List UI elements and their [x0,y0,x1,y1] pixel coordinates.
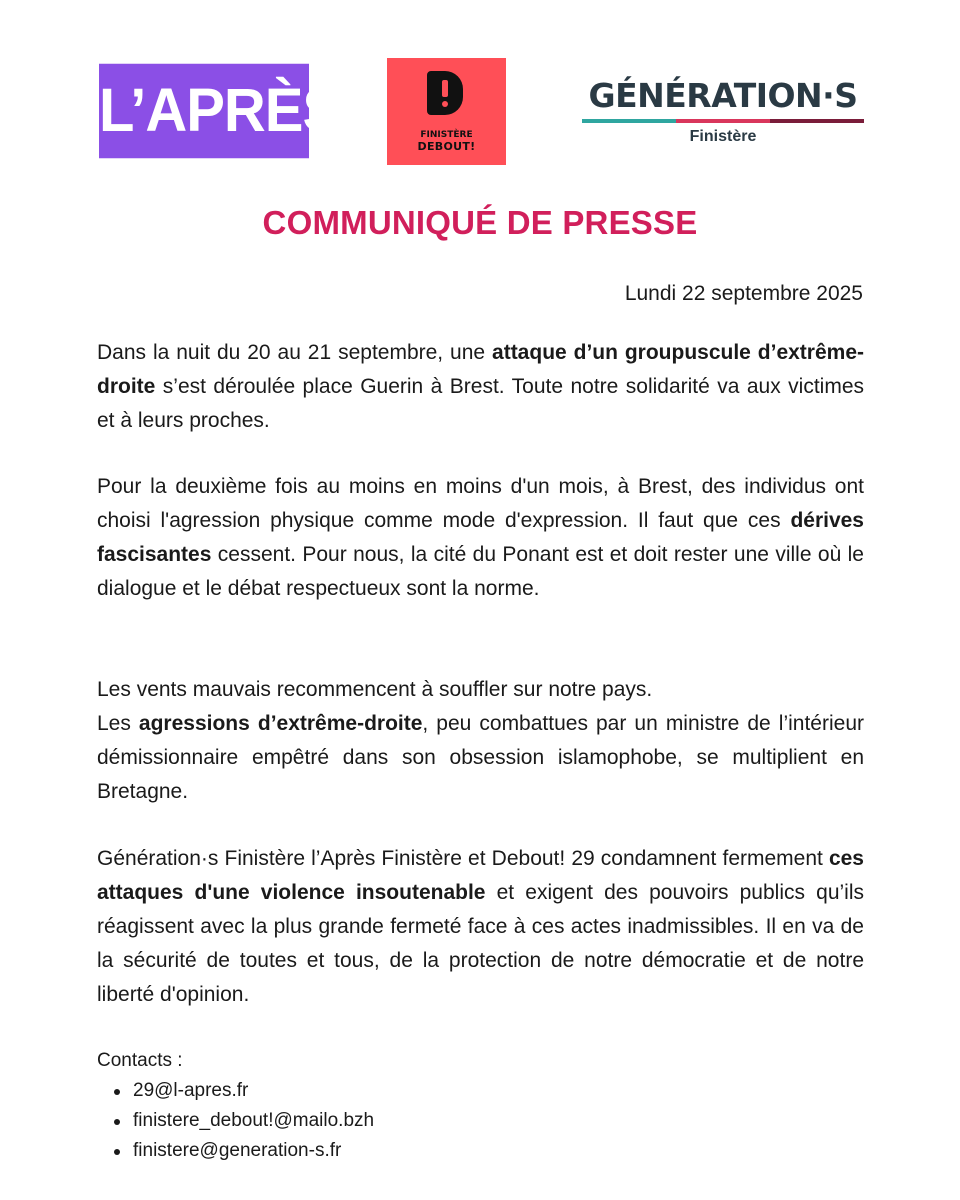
generations-logo-word: GÉNÉRATION·S [588,76,858,115]
generations-logo-stripe [770,119,864,123]
generations-logo-stripe [582,119,676,123]
contacts-list [97,1076,697,1166]
debout-exclamation-icon [427,71,463,115]
paragraph-bad-winds [97,673,864,809]
paragraph-text: Pour la deuxième fois au moins en moins d'un mois, à Brest, des individus ont choisi l'agression physique comme mode d'expression. Il faut que ces [97,475,864,532]
paragraph-emphasis: attaque d’un groupuscule d’extrême-droite [97,341,864,398]
paragraph-text: s’est déroulée place Guerin à Brest. Toute notre solidarité va aux victimes et à leurs proches. [97,375,864,432]
contacts-label: Contacts : [97,1050,183,1071]
contacts-section [97,1046,697,1166]
paragraph-text: et exigent des pouvoirs publics qu’ils réagissent avec la plus grande fermeté face à ces actes inadmissibles. Il en va de la sécurité de toutes et tous, de la protection de notre démocratie et de notre liberté d'opinion. [97,881,864,1006]
debout-logo-line1: FINISTÈRE [420,130,473,140]
contact-email-lapres[interactable]: 29@l-apres.fr [133,1076,697,1106]
lapres-logo: L’APRÈS [99,64,309,159]
paragraph-emphasis: dérives fascisantes [97,509,864,566]
paragraph-emphasis: agressions d’extrême-droite [138,712,423,735]
paragraph-text: cessent. Pour nous, la cité du Ponant est et doit rester une ville où le dialogue et le débat respectueux sont la norme. [97,543,864,600]
paragraph-text: Les [97,712,139,735]
paragraph-text: Génération·s Finistère l’Après Finistère et Debout! 29 condamnent fermement [97,847,829,870]
contact-email-debout[interactable]: finistere_debout!@mailo.bzh [133,1106,697,1136]
paragraph-text: , peu combattues par un ministre de l’intérieur démissionnaire empêtré dans son obsession islamophobe, se multiplient en Bretagne. [97,712,864,803]
press-release-date: Lundi 22 septembre 2025 [624,282,863,305]
finistere-debout-logo [387,58,506,165]
paragraph-emphasis: ces attaques d'une violence insoutenable [97,847,864,904]
logo-bar [0,0,960,180]
paragraph-text: Les vents mauvais recommencent à souffler sur notre pays. [97,678,653,701]
debout-logo-text [387,130,506,152]
paragraph-text: Dans la nuit du 20 au 21 septembre, une [97,341,493,364]
page-title: COMMUNIQUÉ DE PRESSE [262,204,698,241]
generations-logo-stripe [676,119,770,123]
debout-logo-line2: DEBOUT! [417,140,476,153]
generations-logo-subtitle: Finistère [689,128,757,145]
generations-logo [582,72,864,152]
paragraph-condemnation [97,842,864,1012]
contact-email-generations[interactable]: finistere@generation-s.fr [133,1136,697,1166]
paragraph-attack [97,336,864,438]
paragraph-second-time [97,470,864,606]
